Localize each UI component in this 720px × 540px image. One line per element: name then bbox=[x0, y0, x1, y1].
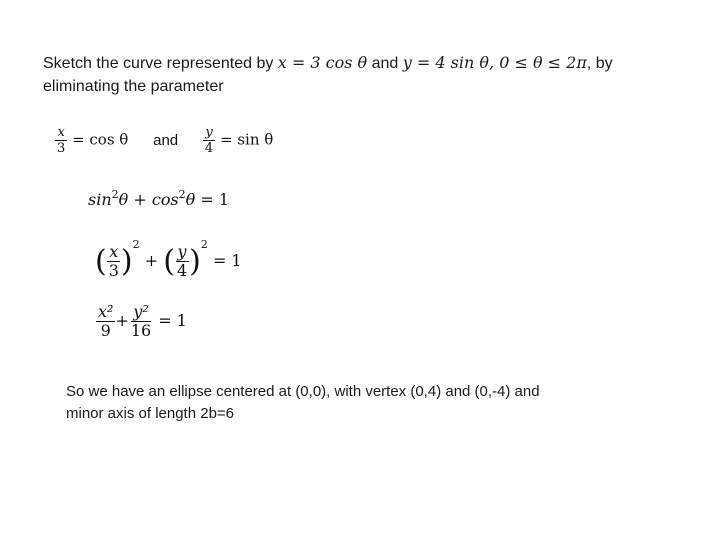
cos-term: cos bbox=[151, 190, 179, 209]
identity-plus: + bbox=[128, 190, 152, 209]
sin-exponent: 2 bbox=[111, 188, 119, 201]
prompt-lead: Sketch the curve represented by bbox=[43, 55, 278, 72]
substituted-equation bbox=[95, 238, 242, 279]
equation-rhs: = 1 bbox=[158, 311, 187, 330]
conclusion-line2: minor axis of length 2b=6 bbox=[66, 405, 235, 422]
fraction-numerator: y bbox=[205, 125, 213, 140]
fraction-denominator: 4 bbox=[204, 141, 214, 156]
left-paren: ( bbox=[163, 244, 175, 279]
fraction-y-over-4 bbox=[175, 244, 189, 279]
ellipse-equation bbox=[96, 304, 187, 339]
right-paren: ) bbox=[189, 244, 201, 279]
fraction-x-over-3 bbox=[107, 244, 121, 279]
theta-range: , 0 ≤ θ ≤ 2π bbox=[489, 53, 587, 72]
cos-theta: θ bbox=[185, 190, 196, 209]
fraction-numerator: x² bbox=[98, 302, 114, 321]
fraction-x-over-3 bbox=[55, 126, 67, 155]
y-equation: y = 4 sin θ bbox=[402, 53, 490, 72]
x-equation: x = 3 cos θ bbox=[277, 53, 368, 72]
identity-rhs: = 1 bbox=[195, 190, 230, 209]
fraction-y2-over-16 bbox=[129, 304, 153, 339]
sin-term: sin bbox=[88, 190, 112, 209]
fraction-denominator: 4 bbox=[176, 261, 188, 280]
pythagorean-identity bbox=[88, 188, 229, 209]
fraction-denominator: 9 bbox=[100, 321, 111, 340]
step1-and: and bbox=[153, 131, 179, 149]
fraction-numerator: y bbox=[177, 242, 187, 261]
exponent: 2 bbox=[200, 238, 208, 251]
right-paren: ) bbox=[120, 244, 133, 279]
fraction-numerator: x bbox=[57, 125, 65, 140]
cos-exponent: 2 bbox=[178, 188, 186, 201]
sin-rhs: = sin θ bbox=[219, 130, 274, 149]
prompt-tail: , by bbox=[586, 55, 613, 72]
conclusion-text bbox=[66, 381, 626, 425]
fraction-denominator: 16 bbox=[130, 321, 152, 340]
step1-equations bbox=[55, 126, 273, 155]
fraction-denominator: 3 bbox=[108, 261, 119, 280]
left-paren: ( bbox=[95, 244, 107, 279]
cos-rhs: = cos θ bbox=[72, 130, 129, 149]
plus-sign: + bbox=[115, 311, 129, 330]
exponent: 2 bbox=[132, 238, 140, 251]
equation-rhs: = 1 bbox=[212, 251, 242, 270]
plus-sign: + bbox=[144, 251, 159, 270]
fraction-y-over-4 bbox=[203, 126, 215, 155]
fraction-x2-over-9 bbox=[96, 304, 115, 339]
conclusion-line1: So we have an ellipse centered at (0,0), with vertex (0,4) and (0,-4) and bbox=[66, 383, 540, 400]
fraction-denominator: 3 bbox=[57, 141, 66, 156]
problem-statement bbox=[43, 51, 643, 98]
prompt-and: and bbox=[367, 55, 403, 72]
prompt-line2: eliminating the parameter bbox=[43, 78, 224, 95]
sin-theta: θ bbox=[118, 190, 129, 209]
fraction-numerator: x bbox=[109, 242, 119, 261]
fraction-numerator: y² bbox=[133, 302, 149, 321]
